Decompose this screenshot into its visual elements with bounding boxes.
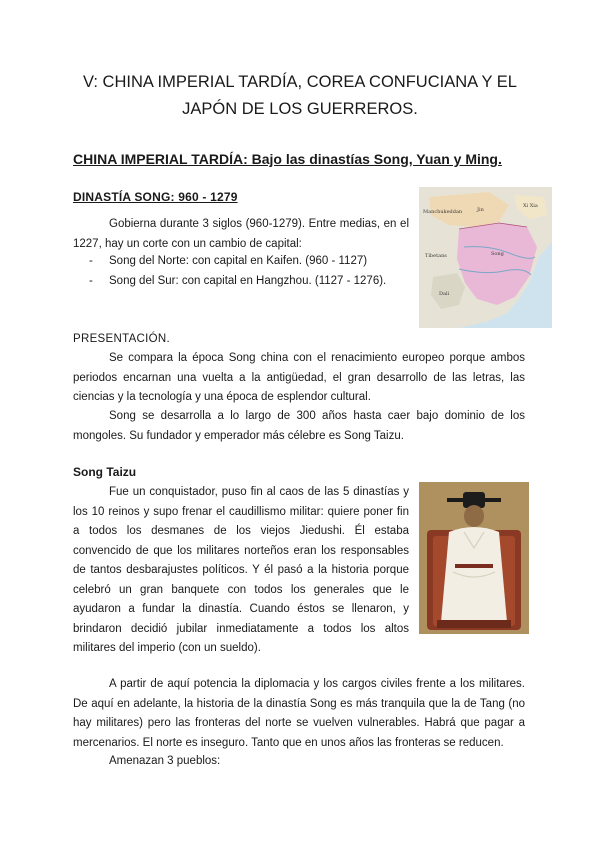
map-label: Song [491, 251, 504, 257]
taizu-paragraph-3: Amenazan 3 pueblos: [109, 755, 221, 767]
presentation-paragraph-2: Song se desarrolla a lo largo de 300 años hasta caer bajo dominio de los mongoles. Su fundador y emperador más célebre es Song Taizu. [73, 410, 525, 442]
document-title-line-1: V: CHINA IMPERIAL TARDÍA, COREA CONFUCIANA Y EL [82, 73, 517, 91]
song-intro-paragraph: Gobierna durante 3 siglos (960-1279). Entre medias, en el 1227, hay un corte con un cambio de capital: [73, 218, 409, 250]
section-subtitle: CHINA IMPERIAL TARDÍA: Bajo las dinastías Song, Yuan y Ming. [73, 151, 502, 167]
list-item: - Song del Sur: con capital en Hangzhou. (1127 - 1276). [73, 272, 403, 292]
song-taizu-portrait [419, 482, 529, 634]
document-title-line-2: JAPÓN DE LOS GUERREROS. [182, 100, 418, 118]
presentation-label: PRESENTACIÓN. [73, 333, 170, 345]
song-taizu-heading: Song Taizu [73, 465, 137, 479]
map-label: Dali [439, 291, 450, 297]
song-dynasty-heading: DINASTÍA SONG: 960 - 1279 [73, 190, 238, 204]
presentation-paragraph-1: Se compara la época Song china con el renacimiento europeo porque ambos periodos encarnan una vuelta a la antigüedad, el gran desarrollo de las letras, las ciencias y la tecnología y una época de esplendor cultural. [73, 352, 525, 403]
portrait-graphic [419, 482, 529, 634]
map-label: Xi Xia [523, 203, 538, 209]
map-label: Jin [477, 207, 484, 213]
map-label: Manchukeddan [423, 209, 463, 215]
taizu-paragraph-1: Fue un conquistador, puso fin al caos de las 5 dinastías y los 10 reinos y supo frenar el caudillismo militar: quiere poner fin a todos los desmanes de los viejos Jiedushi. Él estaba convencido de que los militares norteños eran los responsables de tantos desbarajustes políticos. Y él pasó a la historia porque celebró un gran banquete con todos los generales que le ayudaron a fundar la dinastía. Cuando éstos se llenaron, y brindaron decidió jubilar inmediatamente a todos los altos militares del imperio (con un sueldo). [73, 486, 409, 654]
song-dynasty-map [419, 187, 552, 328]
map-label: Tibetans [425, 253, 447, 259]
taizu-paragraph-2: A partir de aquí potencia la diplomacia y los cargos civiles frente a los militares. De aquí en adelante, la historia de la dinastía Song es más tranquila que la de Tang (no hay militares) pero las fronteras del norte se vuelven vulnerables. Habrá que pagar a mercenarios. El norte es inseguro. Tanto que en unos años las fronteras se reducen. [73, 678, 525, 749]
list-item: - Song del Norte: con capital en Kaifen. (960 - 1127) [73, 252, 403, 272]
capital-list [73, 252, 403, 291]
